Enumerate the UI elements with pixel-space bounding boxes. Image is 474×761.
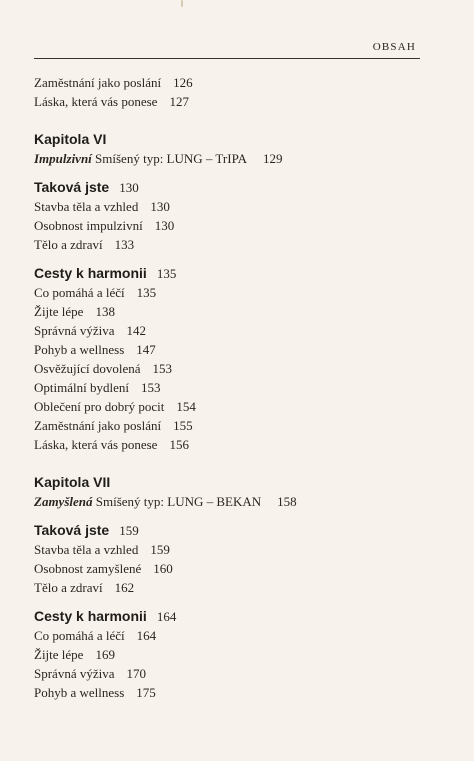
toc-entry [34,397,434,416]
entry-page: 170 [126,666,147,681]
chapter-type: Smíšený typ: LUNG – BEKAN [95,494,262,509]
toc-entry [34,378,434,397]
entry-title: Osobnost zamyšlené [34,561,142,576]
chapter-subtitle [34,492,434,511]
chapter-page: 158 [277,494,297,509]
entry-page: 160 [153,561,173,576]
entry-title: Pohyb a wellness [34,685,125,700]
section-heading [34,178,434,197]
section-title: Cesty k harmonii [34,265,147,281]
chapter-name: Impulzivní [34,151,92,166]
toc-entry [34,540,434,559]
entry-page: 133 [114,237,135,252]
toc-entry [34,645,434,664]
entry-title: Správná výživa [34,323,115,338]
entry-page: 159 [150,542,170,557]
section-page: 135 [156,266,177,281]
entry-title: Tělo a zdraví [34,237,103,252]
entry-title: Optimální bydlení [34,380,129,395]
entry-title: Osobnost impulzivní [34,218,143,233]
entry-page: 138 [95,304,115,319]
entry-page: 135 [136,285,157,300]
chapter-heading: Kapitola VII [34,474,111,490]
table-of-contents [34,73,434,702]
chapter-subtitle [34,149,434,168]
section-page: 164 [156,609,177,624]
chapter-type: Smíšený typ: LUNG – TrIPA [95,151,247,166]
entry-page: 164 [136,628,157,643]
entry-page: 130 [154,218,175,233]
entry-title: Žijte lépe [34,304,84,319]
entry-page: 153 [152,361,172,376]
entry-page: 127 [169,94,189,109]
toc-entry [34,283,434,302]
entry-title: Zaměstnání jako poslání [34,75,162,90]
section-title: Taková jste [34,179,110,195]
entry-title: Oblečení pro dobrý pocit [34,399,165,414]
entry-page: 153 [140,380,161,395]
entry-title: Tělo a zdraví [34,580,103,595]
header-rule [34,58,420,59]
toc-entry [34,302,434,321]
toc-entry [34,578,434,597]
chapter-heading: Kapitola VI [34,131,107,147]
entry-title: Láska, která vás ponese [34,437,158,452]
entry-page: 175 [136,685,156,700]
toc-entry [34,626,434,645]
toc-entry [34,340,434,359]
section-heading [34,607,434,626]
toc-entry [34,359,434,378]
entry-title: Stavba těla a vzhled [34,542,139,557]
toc-entry [34,559,434,578]
entry-page: 142 [126,323,147,338]
entry-page: 126 [173,75,193,90]
entry-page: 155 [173,418,193,433]
toc-entry [34,321,434,340]
section-heading [34,264,434,283]
toc-entry [34,197,434,216]
entry-page: 154 [176,399,196,414]
entry-page: 162 [114,580,135,595]
toc-entry [34,664,434,683]
entry-page: 147 [136,342,156,357]
chapter-page: 129 [263,151,283,166]
section-title: Taková jste [34,522,110,538]
entry-title: Láska, která vás ponese [34,94,158,109]
entry-title: Co pomáhá a léčí [34,628,125,643]
entry-title: Správná výživa [34,666,115,681]
entry-title: Co pomáhá a léčí [34,285,125,300]
entry-page: 156 [169,437,189,452]
toc-entry [34,73,434,92]
paper-speck [181,0,183,7]
toc-entry [34,416,434,435]
toc-entry [34,216,434,235]
toc-entry [34,435,434,454]
section-page: 159 [119,523,139,538]
entry-title: Stavba těla a vzhled [34,199,139,214]
toc-entry [34,683,434,702]
entry-title: Osvěžující dovolená [34,361,141,376]
entry-title: Zaměstnání jako poslání [34,418,162,433]
running-head: OBSAH [372,41,416,53]
section-title: Cesty k harmonii [34,608,147,624]
entry-title: Pohyb a wellness [34,342,125,357]
entry-page: 169 [95,647,115,662]
chapter-name: Zamyšlená [34,494,93,509]
toc-entry [34,92,434,111]
toc-entry [34,235,434,254]
entry-page: 130 [150,199,170,214]
entry-title: Žijte lépe [34,647,84,662]
section-page: 130 [119,180,139,195]
section-heading [34,521,434,540]
